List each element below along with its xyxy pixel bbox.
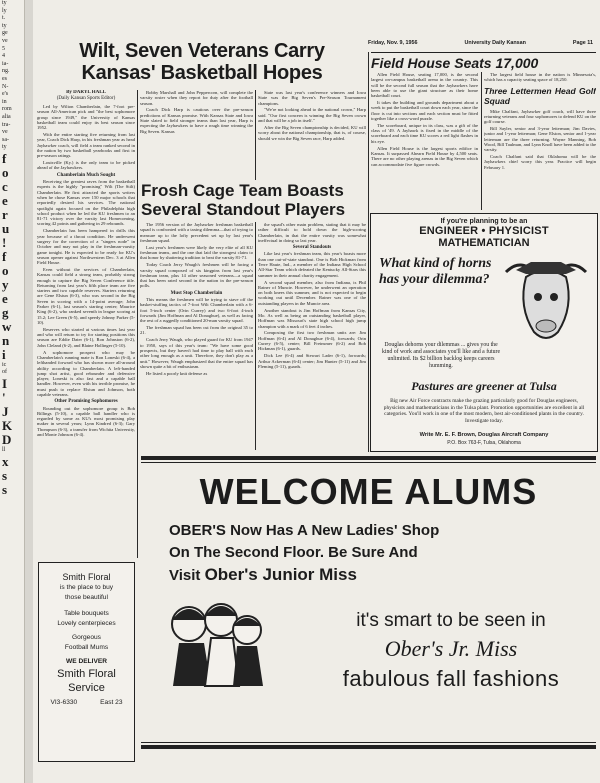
smith-line4: Table bouquets <box>64 610 109 617</box>
paragraph: the squad's other main problem, stating that it may be rather difficult to hold down the high-scoring Chamberlain, in that the entire varsity was somewhat ineffectual in doing so last year. <box>258 222 366 243</box>
frosh-col1 <box>140 222 253 450</box>
subhead-sophomores: Other Promising Sophomores <box>54 399 118 405</box>
main-headline-line1: Wilt, Seven Veterans Carry <box>79 40 325 62</box>
strip-fragment: c <box>2 178 8 194</box>
obers-ad <box>141 470 596 770</box>
smith-line10: Service <box>68 682 105 694</box>
strip-fragment: e <box>2 290 8 306</box>
smith-line1: Smith Floral <box>62 572 111 582</box>
obers-top-rule-thin <box>141 462 596 463</box>
page-header <box>368 40 593 46</box>
obers-shop-name: Ober's Junior Miss <box>204 565 357 584</box>
douglas-profession2: MATHEMATICIAN <box>438 237 530 249</box>
douglas-intro: If you're planning to be an <box>440 218 528 225</box>
subhead-stop-chamberlain: Must Stop Chamberlain <box>170 290 223 296</box>
strip-fragment: K <box>2 418 13 434</box>
strip-fragment: n <box>2 332 10 348</box>
obers-bottom-rule-thin <box>141 742 596 743</box>
strip-fragment: ' <box>2 390 6 406</box>
paragraph: Louisville (Ky.) is the only team to be picked ahead of the Jayhawkers. <box>37 160 135 171</box>
strip-fragment: o <box>2 164 9 180</box>
strip-fragment: g <box>2 304 9 320</box>
strip-fragment: x <box>2 453 9 469</box>
smith-phone: VI3-6330 <box>50 699 78 706</box>
obers-top-rule <box>141 456 596 460</box>
field-house-col1 <box>371 72 478 212</box>
strip-fragment: sa- <box>2 136 9 143</box>
bull-illustration-icon <box>496 252 596 352</box>
paragraph: Allen Field House is the largest sports edifice in Kansas. It surpassed Ahearn Field House by 4,500 seats. There are no other playing arenas in the Big Seven which can accommodate five figure crowds. <box>371 145 478 167</box>
field-house-col2 <box>484 72 596 212</box>
strip-fragment: ty <box>2 22 7 29</box>
douglas-slogan: Pastures are greener at Tulsa <box>411 379 557 393</box>
field-house-headline: Field House Seats 17,000 <box>371 52 596 71</box>
strip-fragment: J <box>2 404 9 420</box>
golf-subhead: Three Lettermen Head Golf Squad <box>484 85 596 106</box>
douglas-professions: ENGINEER • PHYSICIST <box>419 225 549 237</box>
paragraph: It takes the building and grounds department about a week to put the basketball court down each year, since the floor is cut into sections and each section must be fitted together like a cross-word puzzle. <box>371 100 478 121</box>
paragraph: Coach Chalfant said that Oklahoma will be the Jayhawkers chief worry this year. Practice will begin February 1. <box>484 154 596 170</box>
newspaper-page <box>33 0 600 783</box>
paragraph: With the entire starting five returning from last year, Coach Dick Harp, in his freshman year as head Jayhawker coach, will field a team ranked second in the nation by two basketball yearbooks and first in pre-season ratings. <box>37 132 135 159</box>
paragraph: Last year's freshmen were likely the very elite of all KU freshman teams, and the one that laid the strongest claim to that honor by shattering tradition to beat the varsity 81-71. <box>140 244 253 261</box>
douglas-contact: Write Mr. E. F. Brown, Douglas Aircraft Company <box>419 432 549 438</box>
strip-fragment: I <box>2 376 8 392</box>
strip-fragment: ge <box>2 30 8 37</box>
frosh-col2 <box>258 222 366 450</box>
column-rule-2 <box>255 90 256 180</box>
strip-fragment: tra- <box>2 121 11 128</box>
strip-fragment: e <box>2 192 8 208</box>
strip-fragment: i <box>2 346 6 362</box>
subhead-chamberlain: Chamberlain Much Sought <box>56 172 116 178</box>
strip-fragment: alia <box>2 113 11 120</box>
obers-tagline3: fabulous fall fashions <box>342 666 560 691</box>
paragraph: The freshman squad has been cut from the original 35 to 21. <box>140 325 253 336</box>
smith-line8: WE DELIVER <box>65 658 108 665</box>
paragraph: A second squad member, also from Indiana, is Phil Rainer of Muncie. However, he underwent an operation on both knees this summer, and is not expected to begin working out until December. Rainer was one of the outstanding players in the Muncie area. <box>258 279 366 306</box>
paragraph: Chamberlain has been hampered in drills this year because of a throat condition. He underwent surgery for the correction of a "singers node" in October and may not play in the freshman-varsity game tonight. He is expected to be ready for KU's season opener against Northwestern Dec. 3 at Allen Field House. <box>37 228 135 266</box>
header-paper: University Daily Kansan <box>464 40 526 46</box>
strip-fragment: s <box>2 481 8 497</box>
header-page: Page 11 <box>572 40 593 46</box>
paragraph: Allen Field House, seating 17,000, is the second largest on-campus basketball arena in the country. This will be the second full season that the Jayhawkers have been able to use the giant structure as their home basketball court. <box>371 72 478 99</box>
adjacent-page-strip <box>0 0 25 783</box>
strip-fragment: y <box>2 276 9 292</box>
obers-visit: Visit <box>169 567 201 584</box>
girls-illustration-icon <box>159 598 274 690</box>
main-headline-line2: Kansas' Basketball Hopes <box>81 62 323 84</box>
paragraph: The scoreboard, unique in its class, was a gift of the class of '49. A Jayhawk is fixed in the middle of the scoreboard and each time KU scores a red light flashes in his eye. <box>371 122 478 144</box>
strip-fragment: r <box>2 206 8 222</box>
smith-address: East 23 <box>100 699 123 706</box>
paragraph: Another standout is Jim Hoffman from Kansas City, Mo. As well as being an outstanding basketball player, Hoffman was Missouri's state high school high jump champion with a mark of 6 feet 4 inches. <box>258 307 366 329</box>
obers-tagline1: it's smart to be seen in <box>356 610 546 631</box>
obers-line2: On The Second Floor. Be Sure And <box>169 544 418 561</box>
strip-fragment: 5 <box>2 45 5 52</box>
smith-line5: Lovely centerpieces <box>57 620 116 627</box>
strip-fragment: e's <box>2 91 9 98</box>
paragraph: Today Coach Jerry Waugh's freshmen will be facing a varsity squad composed of six kingpins from last year's freshman team, plus 14 other seasoned veterans—a squad that has been rated second in the nation in the pre-season polls. <box>140 262 253 289</box>
main-story-col1 <box>37 90 135 558</box>
smith-line6: Gorgeous <box>72 634 101 641</box>
smith-line3: those beautiful <box>65 594 108 601</box>
obers-bottom-rule <box>141 745 596 749</box>
byline: By DARYL HALL <box>66 90 106 95</box>
strip-fragment: N- <box>2 83 9 90</box>
strip-fragment: o <box>2 262 9 278</box>
byline-role: (Daily Kansan Sports Editor) <box>56 96 116 101</box>
strip-fragment: ty <box>2 144 7 151</box>
column-rule-1 <box>137 90 138 558</box>
douglas-ad <box>370 213 598 452</box>
paragraph: Like last year's freshman team, this year's boasts more than one out-of-state standout. One is Bob Hickman from Terre Haute, Ind., a member of the Indiana High School All-Star Team which defeated the Kentucky All-Stars this summer in their annual charity engagement. <box>258 251 366 278</box>
paragraph: Receiving the greatest raves from the basketball experts is the highly "promising" Wilt (The Stilt) Chamberlain. He first attracted the sports writers when he chose Kansas over 150 major schools that reportedly desired his services. The national spotlight again focused on the Philadelphia high school product when he led the KU freshmen to an 81-71 victory over the varsity last Homecoming, scoring 42 points and gathering in 29 rebounds. <box>37 179 135 227</box>
column-rule-3 <box>255 222 256 450</box>
frosh-headline-line2: Several Standout Players <box>141 200 346 219</box>
strip-fragment: ng. <box>2 68 10 75</box>
strip-fragment: ia- <box>2 60 9 67</box>
paragraph: Dick Lee (6-4) and Stewart Lader (6-1), forwards; Arthur Ackerman (6-4) center; Jim Hunter (5-11) and Jim Fleming (5-11), guards. <box>258 353 366 369</box>
strip-fragment: ll <box>2 447 6 454</box>
main-headline <box>37 40 367 84</box>
paragraph: Bobby Marshall and John Peppercorn, will complete the varsity roster when they report for duty after the football season. <box>140 90 253 106</box>
obers-tagline2: Ober's Jr. Miss <box>384 636 518 661</box>
strip-fragment: in <box>2 98 7 105</box>
strip-fragment: of <box>2 369 7 376</box>
smith-line2: is the place to buy <box>59 584 114 591</box>
douglas-body2: Big new Air Force contracts make the grazing particularly good for Douglas engineers, physicists and mathematicians in the Tulsa plant. Promotion opportunities are excellent in all categories. You'll work in one of the most modern, best air-conditioned plants in the country. Investigate today. <box>383 398 585 424</box>
strip-fragment: ly <box>2 7 7 14</box>
douglas-question: What kind of horns has your dilemma? <box>379 256 492 287</box>
paragraph: The largest field house in the nation is Minnesota's, which has a capacity seating space of 18,250. <box>484 72 596 83</box>
strip-fragment: w <box>2 318 12 334</box>
douglas-body1: Douglas dehorns your dilemmas ... gives you the kind of work and associates you'll like and a future unlimited. Its $2 billion backlog keeps careers humming. <box>381 342 501 369</box>
paragraph: "We're not looking ahead to the national crown," Harp said. "Our first concern is winning the Big Seven crown and that will be a job in itself." <box>258 107 366 124</box>
paragraph: Bill Sayler, senior and 3-year letterman; Jim Davies, junior and 1-year letterman; Gene Elston, senior and 1-year letterman are the three returning. Wayne Manning, Bob Wood, Bill Taulman, and Lynn Knoll have been added to the varsity. <box>484 126 596 153</box>
douglas-address: P.O. Box 763-F, Tulsa, Oklahoma <box>447 440 521 446</box>
main-story-col3 <box>258 90 366 182</box>
column-rule-5 <box>481 72 482 210</box>
paragraph: This means the freshmen will be trying to stave off the basket-stuffing tactics of 7-foot Wilt Chamberlain with a 6-foot 5-inch center (Orin Currey) and two 6-foot 4-inch forwards (Jim Hoffman and Al Donaghue), as well as facing the rest of a ruggedly conditioned 20-man varsity squad. <box>140 297 253 324</box>
paragraph: Coach Jerry Waugh, who played guard for KU from 1947 to 1950, says of this year's team: "We have some good prospects, but they haven't had time to play ball with each other long enough as a unit. Therefore, they don't play as a unit." However, Waugh emphasized that the entire squad has shown quite a bit of enthusiasm. <box>140 337 253 369</box>
paragraph: The 1956 version of the Jayhawker freshman basketball squad is confronted with a taxing dilemma—that of trying to measure up to the lofty precedent set up by last year's freshman squad. <box>140 222 253 243</box>
smith-floral-ad <box>38 562 135 762</box>
strip-fragment: ty <box>2 0 7 6</box>
strip-fragment: es <box>2 75 7 82</box>
strip-fragment: f <box>2 150 7 166</box>
paragraph: A sophomore prospect who may be Chamberlain's running mate is Ron Loneski (6-4), a lefthanded forward who has shown more all-around ability according to Chamberlain. A left-handed jump shot artist, good rebounder and defensive player, Loneski is also fast and a capable ball handler. However, even with his terrible promise, he must push to replace Elstun and Johnson, both capable veterans. <box>37 349 135 397</box>
frosh-headline <box>141 181 366 219</box>
strip-fragment: u <box>2 220 10 236</box>
strip-fragment: ve <box>2 129 8 136</box>
main-story-col2 <box>140 90 253 182</box>
paragraph: Coach Dick Harp is cautious over the pre-season predictions of Kansas promise. With Kansas State and Iowa State slated to field stronger teams than last year, Harp is expecting the Jayhawkers to have a rough time winning the Big Seven. Kansas <box>140 107 253 134</box>
strip-fragment: 4 <box>2 53 5 60</box>
obers-line1: OBER'S Now Has A New Ladies' Shop <box>169 522 440 539</box>
strip-fragment: ic <box>2 361 7 368</box>
paragraph: Composing the first two freshman units are: Jim Hoffman (6-4) and Al Donaghue (6-4), forwards; Orin Currey (6-5), center; Bill Freinsmer (6-2) and Bob Hickman (6-1), guards. <box>258 330 366 352</box>
paragraph: He listed a poorly knit defense as <box>146 370 208 376</box>
paragraph: After the Big Seven championship is decided, KU will worry about the national championship, that is, of course, should we win the Big Seven race, Harp added. <box>258 124 366 141</box>
strip-fragment: t. <box>2 15 6 22</box>
paragraph: Rounding out the sophomore group is Bob Billings (5-10), a capable ball handler who is regarded by some as KU's most promising play maker in several years; Lynn Kindred (6-3); Gary Thompson (6-3), a transfer from Wichita University, and Monte Johnson (6-4). <box>37 405 135 438</box>
strip-fragment: f <box>2 248 7 264</box>
strip-fragment: ! <box>2 234 7 250</box>
paragraph: Led by Wilton Chamberlain, the 7-foot pre-season All-American pick and "the best sophomore group since 1949," the University of Kansas basketball team could enjoy its best season since 1952. <box>37 104 135 131</box>
obers-headline: WELCOME ALUMS <box>199 471 538 512</box>
header-date: Friday, Nov. 9, 1956 <box>368 40 418 46</box>
strip-fragment: ve <box>2 37 8 44</box>
column-rule-4 <box>368 52 369 452</box>
strip-fragment: s <box>2 467 8 483</box>
paragraph: Even without the services of Chamberlain, Kansas could field a strong team, probably strong enough to capture the Big Seven Conference title. Returning from last year's fifth place team are five starters and two capable reserves. Starters returning are Gene Elstun (6-3), who was second in the Big Seven in scoring with a 14-point average; John Parker (6-1), last season's starting center; Maurice King (6-2), who ranked seventh in league scoring at 15.2; Lee Green (6-5), and speedy Johnny Parker (5-10). <box>37 266 135 325</box>
paragraph: State was last year's conference winners and Iowa State was the Big Seven's Pre-Season Tournament champions. <box>258 90 366 106</box>
smith-line9: Smith Floral <box>57 668 116 680</box>
subhead-standouts: Several Standouts <box>292 245 332 251</box>
paragraph: Mike Chalfant, Jayhawker golf coach, will have three returning veterans and four sophomores to defend KU on the golf course. <box>484 108 596 125</box>
paragraph: Reserves who started at various times last year and who will return to try for starting positions this season are Eddie Dater (6-1), Ron Johnston (6-2), John Cleland (6-2), and Blaine Hollinger (5-10). <box>37 326 135 348</box>
strip-fragment: D <box>2 432 12 448</box>
smith-line7: Football Mums <box>64 644 109 651</box>
frosh-headline-line1: Frosh Cage Team Boasts <box>141 181 344 200</box>
strip-fragment: rom <box>2 106 12 113</box>
